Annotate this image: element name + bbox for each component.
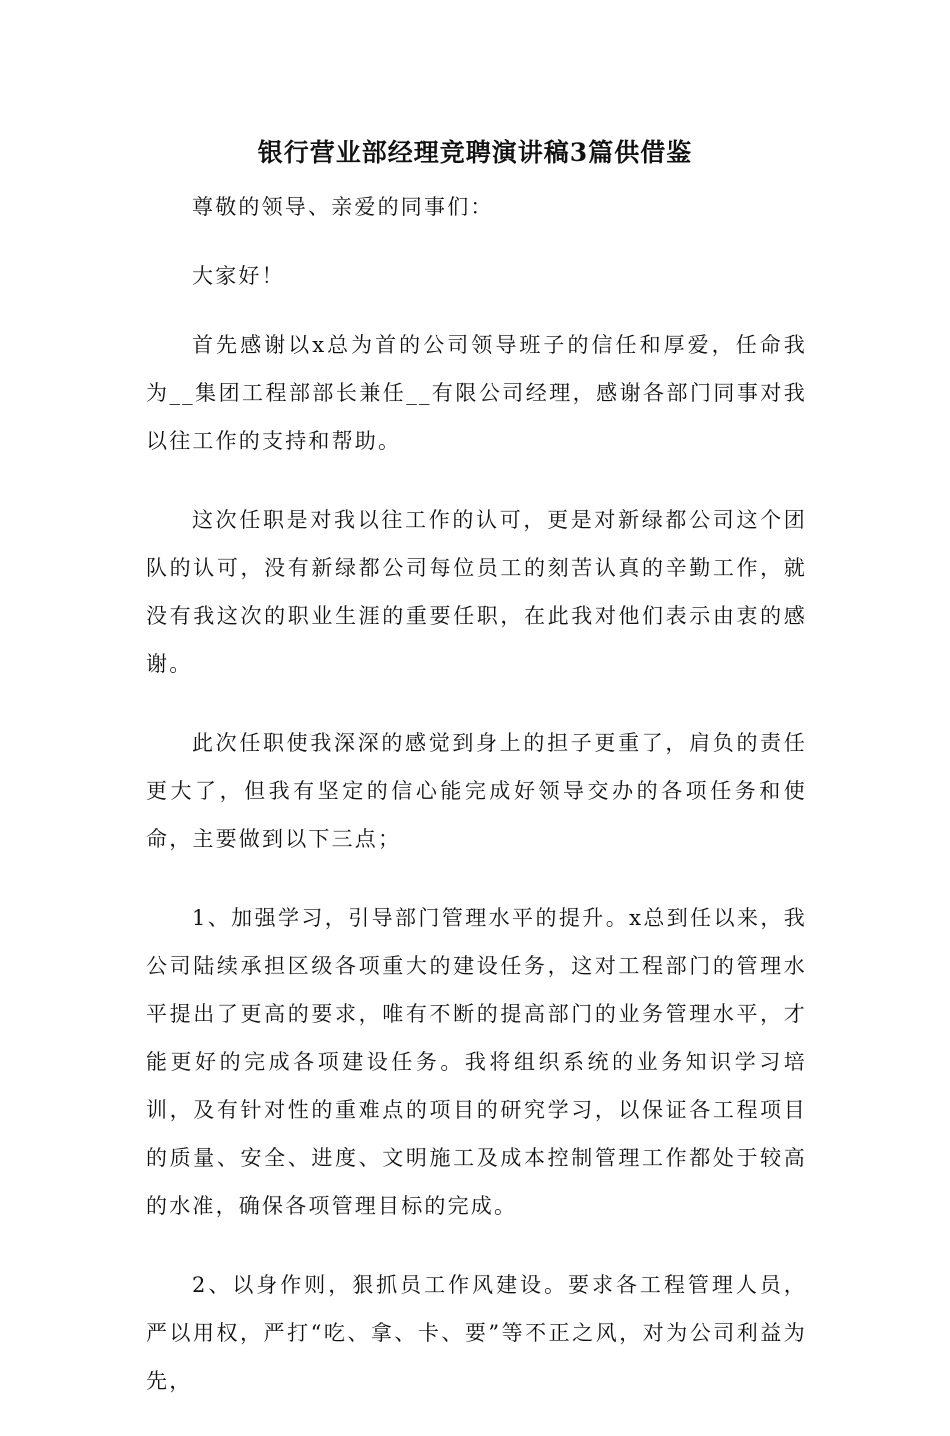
paragraph-greeting: 大家好！ xyxy=(192,264,285,288)
paragraph-recognition: 这次任职是对我以往工作的认可，更是对新绿都公司这个团队的认可，没有新绿都公司每位员工的刻苦认真的辛勤工作，就没有我这次的职业生涯的重要任职，在此我对他们表示由衷的感谢。 xyxy=(146,508,807,676)
paragraph-point-2: 2、以身作则，狠抓员工作风建设。要求各工程管理人员，严以用权，严打“吃、拿、卡、要”等不正之风，对为公司利益为先， xyxy=(146,1273,807,1393)
document-title: 银行营业部经理竞聘演讲稿3篇供借鉴 xyxy=(257,138,693,167)
paragraph-point-1: 1、加强学习，引导部门管理水平的提升。x总到任以来，我公司陆续承担区级各项重大的建设任务，这对工程部门的管理水平提出了更高的要求，唯有不断的提高部门的业务管理水平，才能更好的完成各项建设任务。我将组织系统的业务知识学习培训，及有针对性的重难点的项目的研究学习，以保证各工程项目的质量、安全、进度、文明施工及成本控制管理工作都处于较高的水准，确保各项管理目标的完成。 xyxy=(146,906,807,1218)
paragraph-thanks: 首先感谢以x总为首的公司领导班子的信任和厚爱，任命我为__集团工程部部长兼任__有限公司经理，感谢各部门同事对我以往工作的支持和帮助。 xyxy=(146,333,807,453)
paragraph-salutation: 尊敬的领导、亲爱的同事们： xyxy=(192,195,494,219)
document-body xyxy=(146,183,807,1436)
paragraph-responsibility: 此次任职使我深深的感觉到身上的担子更重了，肩负的责任更大了，但我有坚定的信心能完成好领导交办的各项任务和使命，主要做到以下三点； xyxy=(146,731,807,851)
